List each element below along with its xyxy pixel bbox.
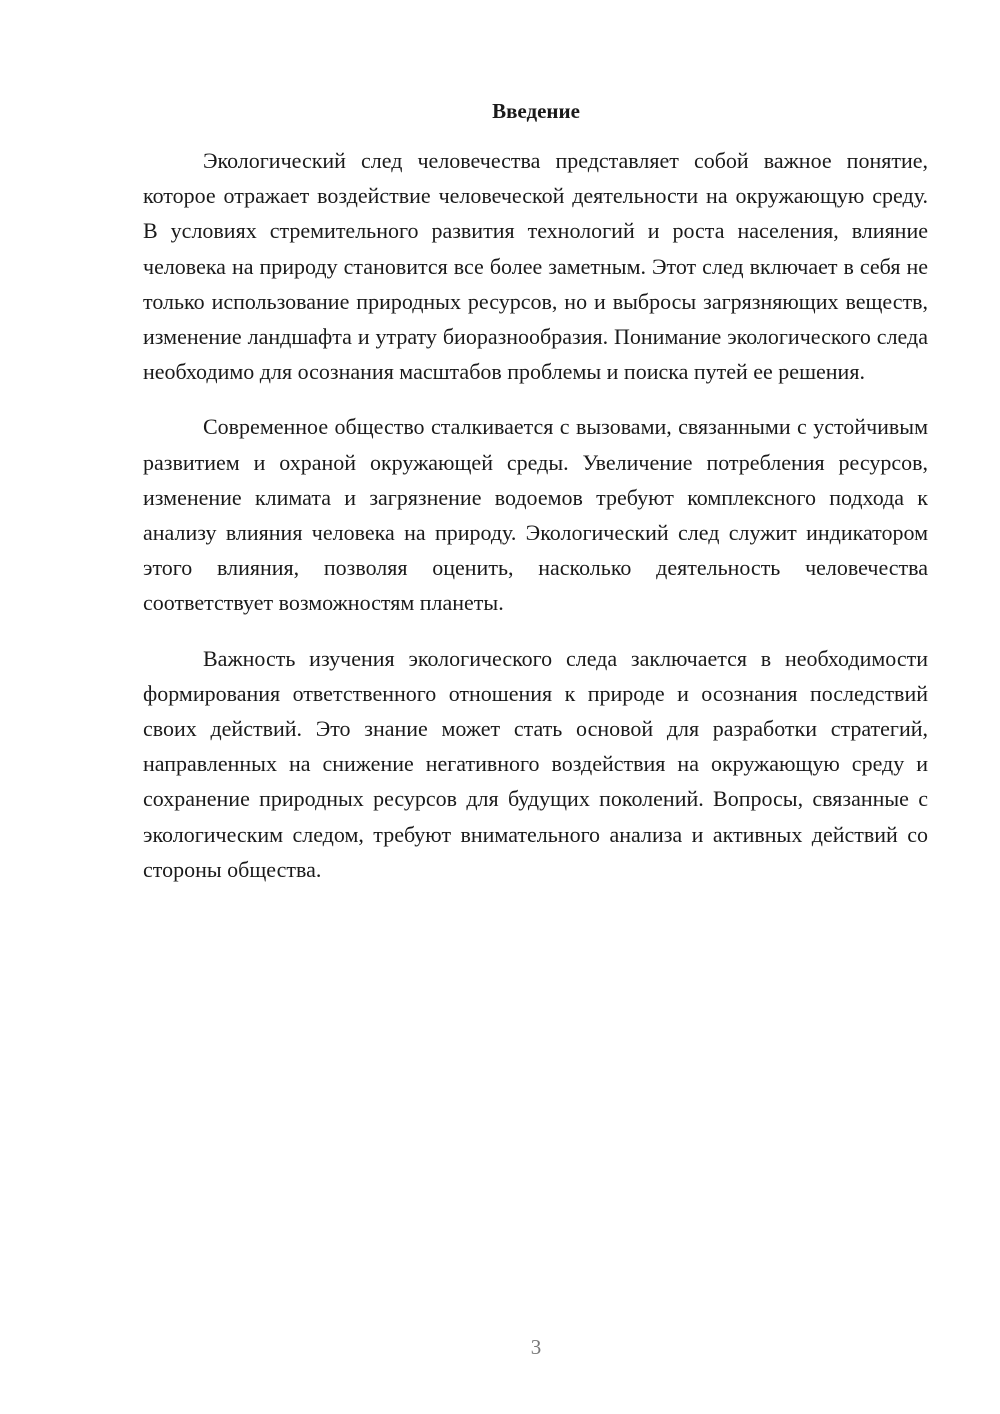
paragraph-1: Экологический след человечества представляет собой важное понятие, которое отражает воздействие человеческой деятельности на окружающую среду. В условиях стремительного развития технологий и роста населения, влияние человека на природу становится все более заметным. Этот след включает в себя не только использование природных ресурсов, но и выбросы загрязняющих веществ, изменение ландшафта и утрату биоразнообразия. Понимание экологического следа необходимо для осознания масштабов проблемы и поиска путей ее решения. bbox=[143, 148, 928, 385]
page-title: Введение bbox=[492, 99, 580, 123]
paragraph-3: Важность изучения экологического следа заключается в необходимости формирования ответственного отношения к природе и осознания последствий своих действий. Это знание может стать основой для разработки стратегий, направленных на снижение негативного воздействия на окружающую среду и сохранение природных ресурсов для будущих поколений. Вопросы, связанные с экологическим следом, требуют внимательного анализа и активных действий со стороны общества. bbox=[143, 645, 928, 882]
paragraph-2: Современное общество сталкивается с вызовами, связанными с устойчивым развитием и охраной окружающей среды. Увеличение потребления ресурсов, изменение климата и загрязнение водоемов требуют комплексного подхода к анализу влияния человека на природу. Экологический след служит индикатором этого влияния, позволяя оценить, насколько деятельность человечества соответствует возможностям планеты. bbox=[143, 414, 928, 616]
document-body bbox=[143, 143, 928, 907]
page-number: 3 bbox=[530, 1335, 542, 1359]
